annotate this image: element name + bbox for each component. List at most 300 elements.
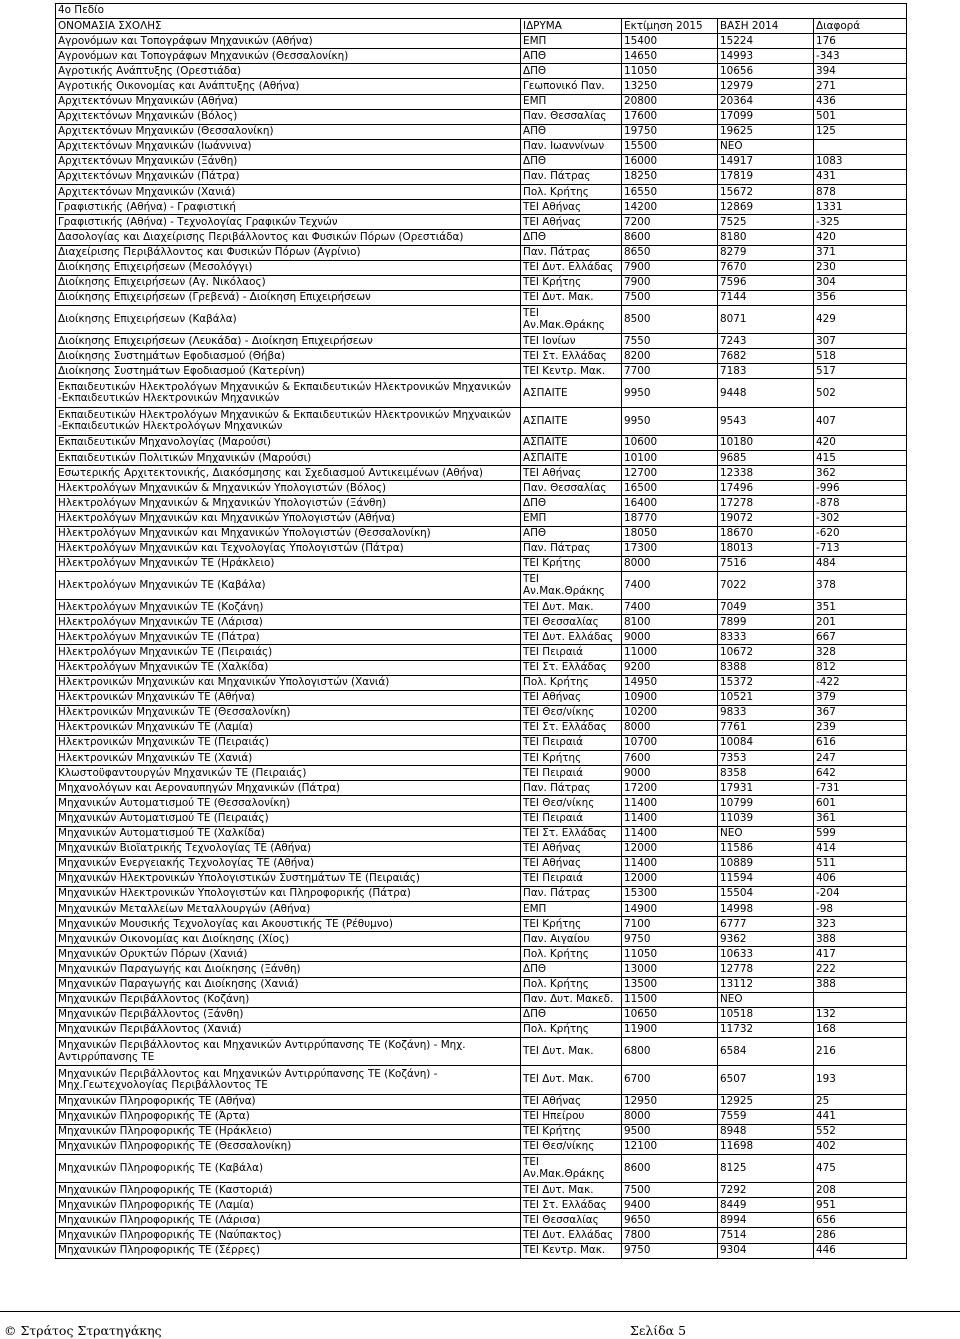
cell-school-name: Εκπαιδευτικών Ηλεκτρολόγων Μηχανικών & Εκπαιδευτικών Ηλεκτρονικών Μηχναικών -Εκπαιδευτικών Ηλεκτρολόγων Μηχανικών <box>56 407 521 435</box>
cell-base-2014: 10084 <box>718 736 814 751</box>
cell-base-2014: 11698 <box>718 1139 814 1154</box>
cell-school-name: Μηχανικών Πληροφορικής ΤΕ (Καστοριά) <box>56 1183 521 1198</box>
cell-base-2014: 10180 <box>718 436 814 451</box>
cell-difference: 371 <box>814 245 907 260</box>
cell-institution: ΑΣΠΑΙΤΕ <box>521 379 622 407</box>
cell-school-name: Κλωστοϋφαντουργών Μηχανικών ΤΕ (Πειραιάς) <box>56 766 521 781</box>
footer-divider <box>0 1311 960 1312</box>
cell-base-2014: 19072 <box>718 511 814 526</box>
table-row <box>56 841 907 856</box>
cell-base-2014: 9685 <box>718 451 814 466</box>
cell-institution: ΤΕΙ Θεσ/νίκης <box>521 796 622 811</box>
schools-table <box>55 3 907 1259</box>
cell-estimate-2015: 20800 <box>622 94 718 109</box>
cell-estimate-2015: 11050 <box>622 64 718 79</box>
table-row <box>56 1198 907 1213</box>
table-row <box>56 245 907 260</box>
cell-base-2014: 12869 <box>718 200 814 215</box>
cell-institution: Πολ. Κρήτης <box>521 675 622 690</box>
cell-difference: 25 <box>814 1094 907 1109</box>
cell-estimate-2015: 12950 <box>622 1094 718 1109</box>
cell-estimate-2015: 7400 <box>622 571 718 599</box>
cell-base-2014: 7516 <box>718 556 814 571</box>
cell-institution: Παν. Θεσσαλίας <box>521 481 622 496</box>
cell-institution: ΕΜΠ <box>521 34 622 49</box>
table-row <box>56 675 907 690</box>
cell-difference: -620 <box>814 526 907 541</box>
table-row <box>56 917 907 932</box>
table-row <box>56 451 907 466</box>
cell-base-2014: 9543 <box>718 407 814 435</box>
cell-base-2014: 17931 <box>718 781 814 796</box>
cell-base-2014: 9833 <box>718 705 814 720</box>
table-title-row <box>56 4 907 19</box>
cell-estimate-2015: 14650 <box>622 49 718 64</box>
table-row <box>56 1124 907 1139</box>
cell-school-name: Μηχανικών Πληροφορικής ΤΕ (Ηράκλειο) <box>56 1124 521 1139</box>
cell-base-2014: ΝΕΟ <box>718 826 814 841</box>
cell-school-name: Ηλεκτρολόγων Μηχανικών ΤΕ (Πειραιάς) <box>56 645 521 660</box>
cell-difference: 1083 <box>814 154 907 169</box>
cell-difference: 378 <box>814 571 907 599</box>
cell-institution: Πολ. Κρήτης <box>521 185 622 200</box>
table-row <box>56 630 907 645</box>
cell-institution: Πολ. Κρήτης <box>521 1022 622 1037</box>
cell-school-name: Εσωτερικής Αρχιτεκτονικής, Διακόσμησης και Σχεδιασμού Αντικειμένων (Αθήνα) <box>56 466 521 481</box>
cell-school-name: Ηλεκτρολόγων Μηχανικών & Μηχανικών Υπολογιστών (Βόλος) <box>56 481 521 496</box>
cell-school-name: Διοίκησης Συστημάτων Εφοδιασμού (Κατερίνη) <box>56 364 521 379</box>
cell-institution: Πολ. Κρήτης <box>521 947 622 962</box>
cell-estimate-2015: 9200 <box>622 660 718 675</box>
cell-estimate-2015: 9000 <box>622 630 718 645</box>
cell-estimate-2015: 11400 <box>622 796 718 811</box>
cell-difference: 208 <box>814 1183 907 1198</box>
cell-estimate-2015: 9400 <box>622 1198 718 1213</box>
cell-institution: ΤΕΙ Θεσσαλίας <box>521 1213 622 1228</box>
cell-base-2014: 7761 <box>718 720 814 735</box>
cell-institution: ΕΜΠ <box>521 94 622 109</box>
cell-institution: ΑΣΠΑΙΤΕ <box>521 451 622 466</box>
cell-difference: 441 <box>814 1109 907 1124</box>
table-row <box>56 1139 907 1154</box>
cell-school-name: Εκπαιδευτικών Μηχανολογίας (Μαρούσι) <box>56 436 521 451</box>
cell-estimate-2015: 17300 <box>622 541 718 556</box>
cell-school-name: Διοίκησης Επιχειρήσεων (Καβάλα) <box>56 305 521 333</box>
cell-difference: 420 <box>814 230 907 245</box>
cell-difference: 193 <box>814 1066 907 1094</box>
cell-base-2014: 10656 <box>718 64 814 79</box>
cell-school-name: Μηχανικών Περιβάλλοντος (Χανιά) <box>56 1022 521 1037</box>
cell-estimate-2015: 7500 <box>622 1183 718 1198</box>
cell-estimate-2015: 8200 <box>622 349 718 364</box>
cell-school-name: Αρχιτεκτόνων Μηχανικών (Αθήνα) <box>56 94 521 109</box>
table-row <box>56 1243 907 1258</box>
cell-difference: 168 <box>814 1022 907 1037</box>
cell-estimate-2015: 10650 <box>622 1007 718 1022</box>
cell-base-2014: 8180 <box>718 230 814 245</box>
cell-institution: ΤΕΙ Αν.Μακ.Θράκης <box>521 305 622 333</box>
cell-base-2014: 8358 <box>718 766 814 781</box>
cell-difference: 125 <box>814 124 907 139</box>
cell-estimate-2015: 8600 <box>622 1154 718 1182</box>
cell-difference: 388 <box>814 977 907 992</box>
table-row <box>56 645 907 660</box>
cell-institution: ΤΕΙ Πειραιά <box>521 736 622 751</box>
cell-difference: 230 <box>814 260 907 275</box>
table-row <box>56 660 907 675</box>
cell-difference: 502 <box>814 379 907 407</box>
cell-base-2014: 18013 <box>718 541 814 556</box>
cell-base-2014: 15372 <box>718 675 814 690</box>
cell-institution: ΤΕΙ Στ. Ελλάδας <box>521 660 622 675</box>
cell-school-name: Αρχιτεκτόνων Μηχανικών (Χανιά) <box>56 185 521 200</box>
cell-estimate-2015: 9750 <box>622 1243 718 1258</box>
cell-estimate-2015: 16500 <box>622 481 718 496</box>
cell-school-name: Διοίκησης Επιχειρήσεων (Αγ. Νικόλαος) <box>56 275 521 290</box>
table-row <box>56 64 907 79</box>
cell-difference: 351 <box>814 600 907 615</box>
cell-institution: Παν. Θεσσαλίας <box>521 109 622 124</box>
cell-school-name: Αρχιτεκτόνων Μηχανικών (Ξάνθη) <box>56 154 521 169</box>
cell-institution: ΤΕΙ Στ. Ελλάδας <box>521 826 622 841</box>
cell-difference: 656 <box>814 1213 907 1228</box>
cell-base-2014: 6777 <box>718 917 814 932</box>
table-row <box>56 124 907 139</box>
cell-difference <box>814 139 907 154</box>
table-row <box>56 364 907 379</box>
cell-base-2014: 7514 <box>718 1228 814 1243</box>
cell-school-name: Μηχανικών Πληροφορικής ΤΕ (Ναύπακτος) <box>56 1228 521 1243</box>
cell-school-name: Διοίκησης Επιχειρήσεων (Μεσολόγγι) <box>56 260 521 275</box>
cell-base-2014: 17819 <box>718 170 814 185</box>
cell-difference: 356 <box>814 290 907 305</box>
table-row <box>56 886 907 901</box>
cell-base-2014: 15504 <box>718 886 814 901</box>
cell-base-2014: 19625 <box>718 124 814 139</box>
table-row <box>56 571 907 599</box>
table-row <box>56 766 907 781</box>
table-row <box>56 215 907 230</box>
cell-estimate-2015: 12100 <box>622 1139 718 1154</box>
cell-difference: 552 <box>814 1124 907 1139</box>
table-row <box>56 796 907 811</box>
cell-institution: Παν. Δυτ. Μακεδ. <box>521 992 622 1007</box>
table-row <box>56 511 907 526</box>
cell-difference: 812 <box>814 660 907 675</box>
table-row <box>56 947 907 962</box>
cell-estimate-2015: 11400 <box>622 856 718 871</box>
cell-estimate-2015: 13500 <box>622 977 718 992</box>
cell-base-2014: 9362 <box>718 932 814 947</box>
table-row <box>56 334 907 349</box>
cell-estimate-2015: 8100 <box>622 615 718 630</box>
table-row <box>56 751 907 766</box>
table-row <box>56 230 907 245</box>
cell-school-name: Αγροτικής Οικονομίας και Ανάπτυξης (Αθήνα) <box>56 79 521 94</box>
cell-school-name: Γραφιστικής (Αθήνα) - Τεχνολογίας Γραφικών Τεχνών <box>56 215 521 230</box>
cell-base-2014: 14993 <box>718 49 814 64</box>
cell-base-2014: 6507 <box>718 1066 814 1094</box>
table-row <box>56 170 907 185</box>
cell-institution: ΤΕΙ Αθήνας <box>521 841 622 856</box>
cell-difference: 394 <box>814 64 907 79</box>
cell-estimate-2015: 11400 <box>622 811 718 826</box>
cell-difference: 436 <box>814 94 907 109</box>
page-footer <box>0 1311 960 1339</box>
cell-difference: 406 <box>814 871 907 886</box>
cell-school-name: Ηλεκτρονικών Μηχανικών ΤΕ (Χανιά) <box>56 751 521 766</box>
cell-difference: 446 <box>814 1243 907 1258</box>
table-row <box>56 200 907 215</box>
cell-estimate-2015: 18250 <box>622 170 718 185</box>
cell-estimate-2015: 9950 <box>622 407 718 435</box>
cell-school-name: Ηλεκτρολόγων Μηχανικών και Τεχνολογίας Υπολογιστών (Πάτρα) <box>56 541 521 556</box>
cell-difference <box>814 992 907 1007</box>
cell-base-2014: 8125 <box>718 1154 814 1182</box>
cell-difference: -422 <box>814 675 907 690</box>
cell-school-name: Μηχανικών Μουσικής Τεχνολογίας και Ακουστικής ΤΕ (Ρέθυμνο) <box>56 917 521 932</box>
cell-difference: 201 <box>814 615 907 630</box>
cell-base-2014: 7353 <box>718 751 814 766</box>
header-estimate-2015: Εκτίμηση 2015 <box>622 19 718 34</box>
cell-base-2014: 11732 <box>718 1022 814 1037</box>
cell-difference: 216 <box>814 1037 907 1065</box>
cell-school-name: Μηχανικών Πληροφορικής ΤΕ (Θεσσαλονίκη) <box>56 1139 521 1154</box>
cell-institution: ΤΕΙ Πειραιά <box>521 811 622 826</box>
cell-school-name: Αγρονόμων και Τοπογράφων Μηχανικών (Θεσσαλονίκη) <box>56 49 521 64</box>
table-row <box>56 541 907 556</box>
header-base-2014: ΒΑΣΗ 2014 <box>718 19 814 34</box>
cell-base-2014: 9448 <box>718 379 814 407</box>
cell-estimate-2015: 7900 <box>622 275 718 290</box>
cell-school-name: Ηλεκτρολόγων Μηχανικών και Μηχανικών Υπολογιστών (Θεσσαλονίκη) <box>56 526 521 541</box>
cell-estimate-2015: 10700 <box>622 736 718 751</box>
cell-difference: -204 <box>814 886 907 901</box>
cell-institution: ΤΕΙ Στ. Ελλάδας <box>521 720 622 735</box>
table-row <box>56 154 907 169</box>
cell-institution: ΤΕΙ Ηπείρου <box>521 1109 622 1124</box>
cell-base-2014: 17278 <box>718 496 814 511</box>
header-difference: Διαφορά <box>814 19 907 34</box>
cell-institution: Παν. Ιωαννίνων <box>521 139 622 154</box>
cell-estimate-2015: 8500 <box>622 305 718 333</box>
cell-estimate-2015: 8000 <box>622 556 718 571</box>
cell-estimate-2015: 8650 <box>622 245 718 260</box>
cell-school-name: Ηλεκτρονικών Μηχανικών ΤΕ (Θεσσαλονίκη) <box>56 705 521 720</box>
table-row <box>56 305 907 333</box>
cell-school-name: Διοίκησης Επιχειρήσεων (Λευκάδα) - Διοίκηση Επιχειρήσεων <box>56 334 521 349</box>
cell-difference: -325 <box>814 215 907 230</box>
table-row <box>56 826 907 841</box>
cell-difference: -731 <box>814 781 907 796</box>
cell-estimate-2015: 17200 <box>622 781 718 796</box>
cell-difference: 328 <box>814 645 907 660</box>
cell-estimate-2015: 10900 <box>622 690 718 705</box>
cell-institution: ΕΜΠ <box>521 511 622 526</box>
table-row <box>56 275 907 290</box>
cell-difference: 667 <box>814 630 907 645</box>
cell-school-name: Μηχανικών Πληροφορικής ΤΕ (Λαμία) <box>56 1198 521 1213</box>
cell-difference: 323 <box>814 917 907 932</box>
cell-base-2014: 7525 <box>718 215 814 230</box>
cell-base-2014: 14917 <box>718 154 814 169</box>
cell-school-name: Μηχανικών Περιβάλλοντος (Ξάνθη) <box>56 1007 521 1022</box>
cell-school-name: Αρχιτεκτόνων Μηχανικών (Βόλος) <box>56 109 521 124</box>
cell-base-2014: 12979 <box>718 79 814 94</box>
cell-estimate-2015: 6800 <box>622 1037 718 1065</box>
cell-base-2014: 7596 <box>718 275 814 290</box>
cell-difference: 239 <box>814 720 907 735</box>
table-row <box>56 349 907 364</box>
cell-institution: ΤΕΙ Κρήτης <box>521 1124 622 1139</box>
cell-estimate-2015: 11400 <box>622 826 718 841</box>
table-row <box>56 1007 907 1022</box>
cell-difference: 616 <box>814 736 907 751</box>
cell-school-name: Μηχανικών Οικονομίας και Διοίκησης (Χίος) <box>56 932 521 947</box>
cell-institution: ΤΕΙ Κρήτης <box>521 556 622 571</box>
cell-school-name: Μηχανικών Ηλεκτρονικών Υπολογιστών και Πληροφορικής (Πάτρα) <box>56 886 521 901</box>
cell-estimate-2015: 8600 <box>622 230 718 245</box>
cell-institution: ΤΕΙ Στ. Ελλάδας <box>521 1198 622 1213</box>
cell-institution: ΤΕΙ Αθήνας <box>521 215 622 230</box>
cell-base-2014: 15224 <box>718 34 814 49</box>
cell-estimate-2015: 12700 <box>622 466 718 481</box>
cell-base-2014: 20364 <box>718 94 814 109</box>
cell-school-name: Διοίκησης Συστημάτων Εφοδιασμού (Θήβα) <box>56 349 521 364</box>
cell-institution: ΤΕΙ Θεσ/νίκης <box>521 1139 622 1154</box>
table-row <box>56 94 907 109</box>
cell-estimate-2015: 10600 <box>622 436 718 451</box>
cell-base-2014: 17496 <box>718 481 814 496</box>
cell-institution: ΑΣΠΑΙΤΕ <box>521 436 622 451</box>
cell-estimate-2015: 18050 <box>622 526 718 541</box>
cell-base-2014: 7183 <box>718 364 814 379</box>
table-row <box>56 902 907 917</box>
cell-difference: 599 <box>814 826 907 841</box>
cell-institution: ΤΕΙ Πειραιά <box>521 766 622 781</box>
table-row <box>56 932 907 947</box>
cell-estimate-2015: 11050 <box>622 947 718 962</box>
cell-school-name: Ηλεκτρολόγων Μηχανικών ΤΕ (Χαλκίδα) <box>56 660 521 675</box>
cell-school-name: Ηλεκτρολόγων Μηχανικών ΤΕ (Πάτρα) <box>56 630 521 645</box>
cell-school-name: Εκπαιδευτικών Ηλεκτρολόγων Μηχανικών & Εκπαιδευτικών Ηλεκτρονικών Μηχανικών -Εκπαιδευτικών Ηλεκτρονικών Μηχανικών <box>56 379 521 407</box>
cell-difference: 501 <box>814 109 907 124</box>
cell-difference: 431 <box>814 170 907 185</box>
cell-difference: 484 <box>814 556 907 571</box>
cell-difference: 1331 <box>814 200 907 215</box>
cell-difference: 951 <box>814 1198 907 1213</box>
cell-base-2014: 11039 <box>718 811 814 826</box>
cell-school-name: Μηχανικών Ορυκτών Πόρων (Χανιά) <box>56 947 521 962</box>
cell-base-2014: 10672 <box>718 645 814 660</box>
cell-estimate-2015: 16000 <box>622 154 718 169</box>
header-institution: ΙΔΡΥΜΑ <box>521 19 622 34</box>
cell-institution: Παν. Πάτρας <box>521 170 622 185</box>
cell-base-2014: 12925 <box>718 1094 814 1109</box>
footer-page-number: Σελίδα 5 <box>630 1323 687 1338</box>
cell-estimate-2015: 8000 <box>622 720 718 735</box>
cell-estimate-2015: 9750 <box>622 932 718 947</box>
cell-estimate-2015: 14900 <box>622 902 718 917</box>
cell-estimate-2015: 13250 <box>622 79 718 94</box>
cell-difference: -996 <box>814 481 907 496</box>
cell-difference: 367 <box>814 705 907 720</box>
cell-base-2014: 7243 <box>718 334 814 349</box>
cell-estimate-2015: 16550 <box>622 185 718 200</box>
cell-institution: ΤΕΙ Κεντρ. Μακ. <box>521 1243 622 1258</box>
cell-institution: ΑΠΘ <box>521 124 622 139</box>
cell-estimate-2015: 11000 <box>622 645 718 660</box>
cell-base-2014: 15672 <box>718 185 814 200</box>
cell-difference: 415 <box>814 451 907 466</box>
table-row <box>56 34 907 49</box>
table-row <box>56 962 907 977</box>
cell-base-2014: 7049 <box>718 600 814 615</box>
cell-difference: 247 <box>814 751 907 766</box>
cell-institution: ΤΕΙ Πειραιά <box>521 645 622 660</box>
cell-difference: -98 <box>814 902 907 917</box>
cell-estimate-2015: 7900 <box>622 260 718 275</box>
cell-school-name: Αρχιτεκτόνων Μηχανικών (Πάτρα) <box>56 170 521 185</box>
cell-institution: ΤΕΙ Δυτ. Ελλάδας <box>521 630 622 645</box>
cell-school-name: Μηχανικών Μεταλλείων Μεταλλουργών (Αθήνα) <box>56 902 521 917</box>
cell-estimate-2015: 17600 <box>622 109 718 124</box>
table-row <box>56 139 907 154</box>
cell-institution: ΤΕΙ Κρήτης <box>521 275 622 290</box>
cell-estimate-2015: 13000 <box>622 962 718 977</box>
table-row <box>56 481 907 496</box>
cell-base-2014: 10889 <box>718 856 814 871</box>
cell-school-name: Ηλεκτρολόγων Μηχανικών και Μηχανικών Υπολογιστών (Αθήνα) <box>56 511 521 526</box>
table-row <box>56 185 907 200</box>
cell-base-2014: 10521 <box>718 690 814 705</box>
table-row <box>56 496 907 511</box>
table-title: 4ο Πεδίο <box>56 4 907 19</box>
cell-school-name: Μηχανικών Πληροφορικής ΤΕ (Καβάλα) <box>56 1154 521 1182</box>
cell-difference: 222 <box>814 962 907 977</box>
cell-school-name: Ηλεκτρολόγων Μηχανικών ΤΕ (Ηράκλειο) <box>56 556 521 571</box>
table-row <box>56 871 907 886</box>
cell-institution: ΤΕΙ Αθήνας <box>521 1094 622 1109</box>
cell-base-2014: 7682 <box>718 349 814 364</box>
table-row <box>56 109 907 124</box>
cell-base-2014: 14998 <box>718 902 814 917</box>
cell-institution: ΔΠΘ <box>521 230 622 245</box>
cell-difference: -713 <box>814 541 907 556</box>
cell-difference: -302 <box>814 511 907 526</box>
cell-base-2014: 10518 <box>718 1007 814 1022</box>
table-row <box>56 600 907 615</box>
table-row <box>56 1037 907 1065</box>
cell-difference: 407 <box>814 407 907 435</box>
cell-estimate-2015: 18770 <box>622 511 718 526</box>
cell-school-name: Διοίκησης Επιχειρήσεων (Γρεβενά) - Διοίκηση Επιχειρήσεων <box>56 290 521 305</box>
cell-difference: 429 <box>814 305 907 333</box>
cell-base-2014: 12338 <box>718 466 814 481</box>
cell-school-name: Μηχανικών Περιβάλλοντος και Μηχανικών Αντιρρύπανσης ΤΕ (Κοζάνη) - Μηχ.Γεωτεχνολογίας Περιβάλλοντος ΤΕ <box>56 1066 521 1094</box>
spreadsheet-table-area <box>55 3 906 1259</box>
cell-institution: ΤΕΙ Στ. Ελλάδας <box>521 349 622 364</box>
cell-institution: ΤΕΙ Πειραιά <box>521 871 622 886</box>
cell-institution: ΔΠΘ <box>521 962 622 977</box>
cell-base-2014: 10633 <box>718 947 814 962</box>
cell-institution: Παν. Πάτρας <box>521 781 622 796</box>
cell-school-name: Μηχανικών Περιβάλλοντος (Κοζάνη) <box>56 992 521 1007</box>
cell-base-2014: 8333 <box>718 630 814 645</box>
cell-estimate-2015: 10200 <box>622 705 718 720</box>
cell-school-name: Αγρονόμων και Τοπογράφων Μηχανικών (Αθήνα) <box>56 34 521 49</box>
table-row <box>56 1213 907 1228</box>
